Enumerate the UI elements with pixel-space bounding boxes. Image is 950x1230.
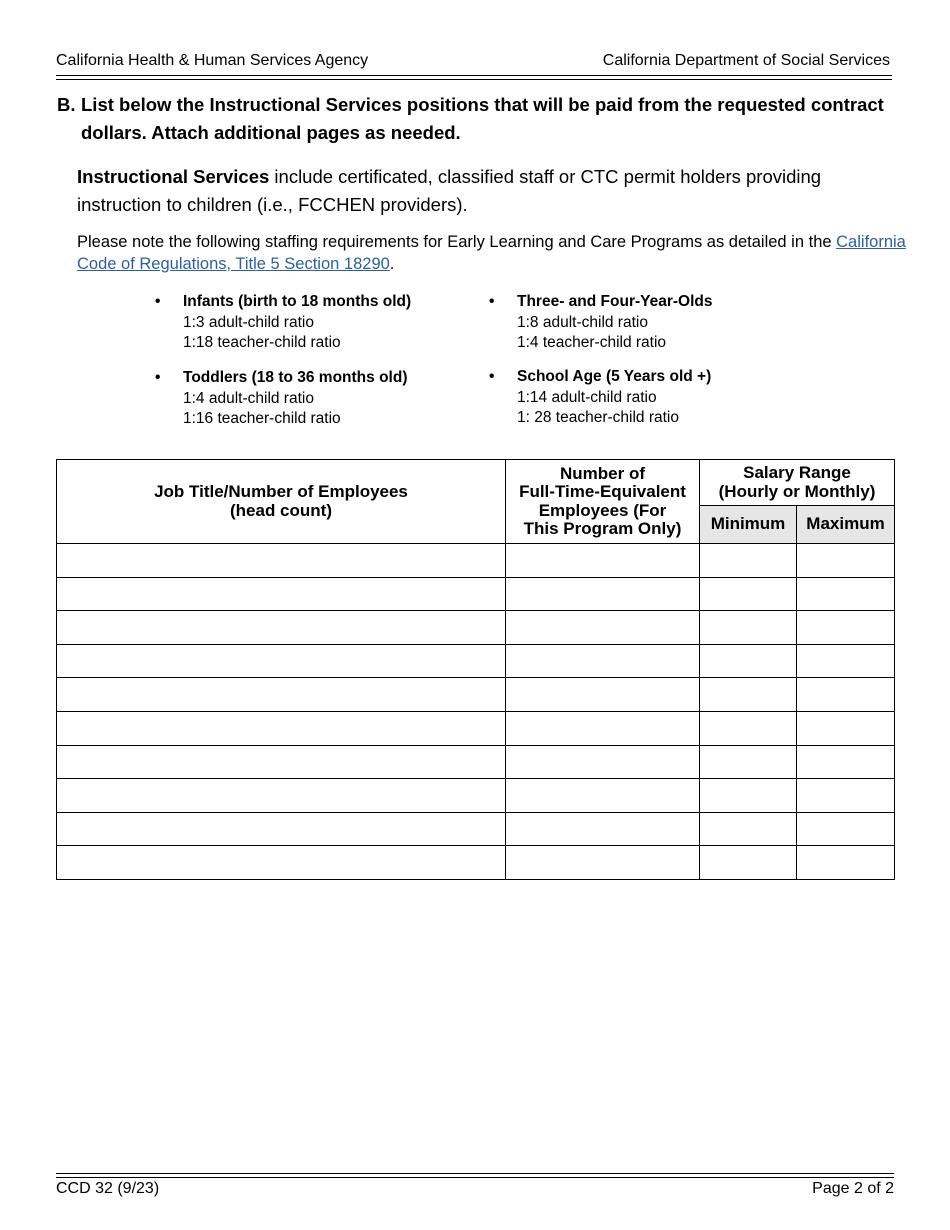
bullet-icon: • [155,293,161,310]
maximum-cell[interactable] [797,644,895,678]
fte-cell[interactable] [506,711,700,745]
table-row [57,846,895,880]
section-b-heading [57,91,907,147]
ratio-adult: 1:4 adult-child ratio [183,389,314,407]
fte-cell[interactable] [506,779,700,813]
job-title-cell[interactable] [57,544,506,578]
ratio-title: Three- and Four-Year-Olds [517,293,713,310]
page-number: Page 2 of 2 [812,1180,894,1197]
section-heading-text: List below the Instructional Services positions that will be paid from the requested contract dollars. Attach additional pages as needed. [81,94,884,143]
instructional-services-definition [77,163,907,219]
minimum-cell[interactable] [700,678,797,712]
maximum-cell[interactable] [797,745,895,779]
job-title-cell[interactable] [57,611,506,645]
maximum-cell[interactable] [797,544,895,578]
col-job-title-line1: Job Title/Number of Employees [154,482,408,501]
maximum-cell[interactable] [797,711,895,745]
ratio-title: Infants (birth to 18 months old) [183,293,412,310]
col-job-title-line2: (head count) [230,500,332,520]
col-fte [506,460,700,544]
ratio-toddlers [155,368,408,430]
ratio-three-four [489,292,713,354]
footer-rule [56,1177,894,1178]
job-title-cell[interactable] [57,577,506,611]
job-title-cell[interactable] [57,678,506,712]
job-title-cell[interactable] [57,644,506,678]
footer-rule [56,1173,894,1174]
fte-cell[interactable] [506,678,700,712]
maximum-cell[interactable] [797,812,895,846]
fte-cell[interactable] [506,544,700,578]
maximum-cell[interactable] [797,577,895,611]
fte-cell[interactable] [506,611,700,645]
definition-text: include certificated, classified staff or CTC permit holders providing instruction to children (i.e., FCCHEN providers). [77,166,822,215]
fte-cell[interactable] [506,577,700,611]
table-row [57,577,895,611]
col-fte-line4: This Program Only) [523,519,682,538]
regulations-link[interactable]: California Code of Regulations, Title 5 Section 18290 [77,233,906,273]
positions-table [56,459,895,880]
col-maximum: Maximum [797,506,895,544]
job-title-cell[interactable] [57,745,506,779]
maximum-cell[interactable] [797,678,895,712]
maximum-cell[interactable] [797,846,895,880]
ratio-teacher: 1:4 teacher-child ratio [517,334,667,351]
col-fte-line2: Full-Time-Equivalent [519,482,686,501]
table-row [57,779,895,813]
minimum-cell[interactable] [700,644,797,678]
col-job-title [57,460,506,544]
bold-term: Instructional Services [77,166,270,187]
minimum-cell[interactable] [700,577,797,611]
section-letter: B. [57,94,76,115]
table-row [57,644,895,678]
agency-name: California Health & Human Services Agency [56,52,369,69]
bullet-icon: • [489,293,495,310]
staffing-note [77,231,907,275]
fte-cell[interactable] [506,644,700,678]
fte-cell[interactable] [506,745,700,779]
col-salary-line1: Salary Range [743,463,851,482]
minimum-cell[interactable] [700,611,797,645]
department-name: California Department of Social Services [602,52,890,69]
minimum-cell[interactable] [700,846,797,880]
col-salary-range [700,460,895,506]
note-end: . [389,255,395,273]
note-text: Please note the following staffing requirements for Early Learning and Care Programs as detailed in the [77,233,837,251]
ratio-teacher: 1:16 teacher-child ratio [183,410,341,427]
ratio-adult: 1:3 adult-child ratio [183,313,314,331]
table-row [57,544,895,578]
col-salary-line2: (Hourly or Monthly) [718,481,876,501]
ratio-infants [155,292,412,354]
minimum-cell[interactable] [700,812,797,846]
table-row [57,812,895,846]
ratio-school-age [489,367,712,429]
table-row [57,711,895,745]
form-id: CCD 32 (9/23) [56,1180,160,1197]
col-fte-line1: Number of [560,463,645,483]
minimum-cell[interactable] [700,745,797,779]
job-title-cell[interactable] [57,812,506,846]
ratio-teacher: 1:18 teacher-child ratio [183,334,341,351]
table-row [57,678,895,712]
fte-cell[interactable] [506,846,700,880]
header-rule [56,79,892,80]
maximum-cell[interactable] [797,779,895,813]
ratio-title: Toddlers (18 to 36 months old) [183,369,408,386]
ratio-title: School Age (5 Years old +) [517,368,712,385]
ratio-adult: 1:14 adult-child ratio [517,388,657,406]
table-row [57,611,895,645]
maximum-cell[interactable] [797,611,895,645]
job-title-cell[interactable] [57,846,506,880]
minimum-cell[interactable] [700,544,797,578]
col-minimum: Minimum [700,506,797,544]
col-fte-line3: Employees (For [538,500,667,520]
table-row [57,745,895,779]
minimum-cell[interactable] [700,779,797,813]
fte-cell[interactable] [506,812,700,846]
header-rule [56,75,892,76]
ratio-adult: 1:8 adult-child ratio [517,313,648,331]
job-title-cell[interactable] [57,779,506,813]
minimum-cell[interactable] [700,711,797,745]
ratio-teacher: 1: 28 teacher-child ratio [517,409,679,426]
bullet-icon: • [489,368,495,385]
job-title-cell[interactable] [57,711,506,745]
bullet-icon: • [155,369,161,386]
